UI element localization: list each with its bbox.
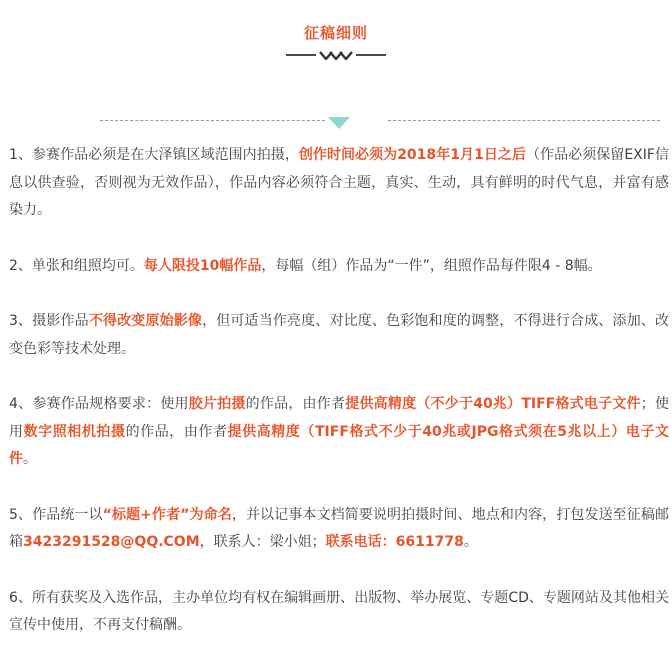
rules-list xyxy=(9,142,669,668)
rule-highlight-text: 不得改变原始影像 xyxy=(88,313,203,329)
rule-text: 的作品，由作者 xyxy=(245,396,346,412)
rule-highlight-text: 联系电话：6611778 xyxy=(325,534,464,550)
title-underline-ornament xyxy=(286,48,386,64)
rule-highlight-text: 提供高精度（TIFF格式不少于40兆或JPG格式须在5兆以上）电子文件 xyxy=(9,423,670,467)
section-title: 征稿细则 xyxy=(303,24,368,42)
rule-highlight-text: 创作时间必须为2018年1月1日之后 xyxy=(298,147,527,163)
rule-text: 4、参赛作品规格要求：使用 xyxy=(9,396,189,412)
rule-paragraph xyxy=(9,391,669,474)
rule-paragraph xyxy=(9,253,669,281)
rule-text: 。 xyxy=(463,534,478,550)
rule-highlight-text: 提供高精度（不少于40兆）TIFF格式电子文件 xyxy=(345,396,641,412)
rule-paragraph xyxy=(9,502,669,557)
rule-text: ，联系人：梁小姐； xyxy=(199,534,326,550)
rule-text: ，每幅（组）作品为“一件”，组照作品每件限4 - 8幅。 xyxy=(261,257,602,274)
rule-paragraph xyxy=(9,308,669,363)
ornament-left-bar xyxy=(286,54,316,56)
down-triangle-icon xyxy=(328,117,350,129)
rule-highlight-text: 数字照相机拍摄 xyxy=(23,423,126,440)
ornament-right-bar xyxy=(356,54,386,56)
rule-text: 6、所有获奖及入选作品，主办单位均有权在编辑画册、出版物、举办展览、专题CD、专题网站及其他相关宣传中使用，不再支付稿酬。 xyxy=(9,589,669,633)
rule-text: 5、作品统一以 xyxy=(9,506,103,523)
rule-highlight-text: 每人限投10幅作品 xyxy=(143,257,262,274)
section-header xyxy=(0,22,672,64)
rule-highlight-text: “标题+作者”为命名 xyxy=(102,506,232,523)
rule-text: （作品必须保留EXIF信息以供查验，否则视为无效作品），作品内容必须符合主题，真实、生动，具有鲜明的时代气息，并富有感染力。 xyxy=(9,147,669,218)
rule-text: ，但可适当作亮度、对比度、色彩饱和度的调整，不得进行合成、添加、改变色彩等技术处理。 xyxy=(9,313,670,357)
divider-left-dash xyxy=(100,120,325,121)
rule-paragraph xyxy=(9,585,669,640)
triple-chevron-icon xyxy=(316,48,356,64)
rule-text: ，并以记事本文档简要说明拍摄时间、地点和内容，打包发送至征稿邮箱 xyxy=(9,506,669,550)
rule-text: 1、参赛作品必须是在大泽镇区域范围内拍摄， xyxy=(9,147,299,163)
divider-right-dash xyxy=(388,120,660,121)
rule-text: 的作品，由作者 xyxy=(125,423,228,440)
rule-text: 2、单张和组照均可。 xyxy=(9,257,144,274)
rule-highlight-text: 3423291528@QQ.COM xyxy=(23,534,200,550)
rule-highlight-text: 胶片拍摄 xyxy=(188,396,246,412)
rule-text: 。 xyxy=(23,451,37,467)
dashed-divider xyxy=(0,112,672,134)
rule-paragraph xyxy=(9,142,669,225)
rule-text: ；使用 xyxy=(9,396,670,440)
rule-text: 3、摄影作品 xyxy=(9,313,89,329)
